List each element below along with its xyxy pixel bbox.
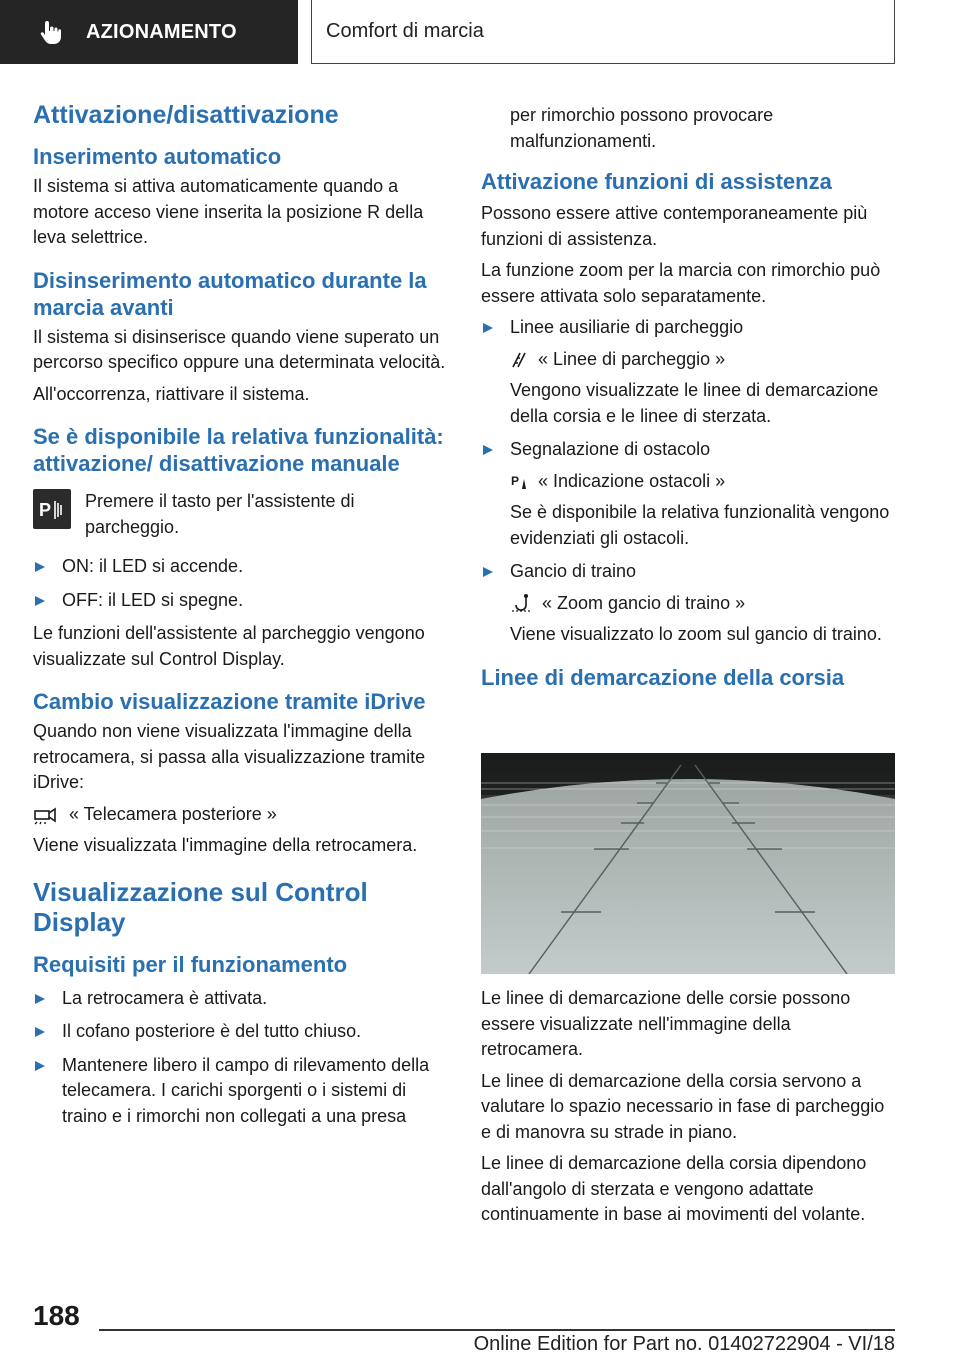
heading-manual: Se è disponibile la relativa funzionalità: attivazione/ disattivazione manuale: [33, 424, 444, 476]
hand-pointer-icon: [38, 19, 64, 45]
requirements-list: [33, 986, 449, 1130]
right-column: [481, 103, 896, 695]
assist-list: [481, 315, 896, 648]
rear-camera-lane-lines-image: [481, 753, 895, 974]
text-functions: Le funzioni dell'assistente al parcheggio vengono visualizzate sul Control Display.: [33, 623, 425, 669]
button-instruction: [33, 489, 449, 540]
footer-divider: [99, 1329, 895, 1331]
list-item: OFF: il LED si spegne.: [33, 588, 449, 614]
list-item: La retrocamera è attivata.: [33, 986, 449, 1012]
heading-auto-off: Disinserimento automatico durante la marcia avanti: [33, 267, 427, 320]
item-label: Segnalazione di ostacolo: [510, 439, 711, 459]
item-label: Gancio di traino: [510, 561, 637, 581]
menu-line: [510, 591, 896, 617]
page-number: 188: [33, 1300, 80, 1331]
list-item: [481, 437, 896, 551]
text-lines-3: Le linee di demarcazione della corsia dipendono dall'angolo di sterzata e vengono adattate continuamente in base ai movimenti del volante.: [481, 1153, 867, 1224]
led-list: [33, 554, 449, 613]
heading-assist: Attivazione funzioni di assistenza: [481, 169, 832, 194]
text-multi: Possono essere attive contemporaneamente più funzioni di assistenza.: [481, 203, 868, 249]
heading-auto-on: Inserimento automatico: [33, 144, 282, 169]
text-zoom: La funzione zoom per la marcia con rimorchio può essere attivata solo separatamente.: [481, 260, 881, 306]
text-auto-off: Il sistema si disinserisce quando viene superato un percorso specifico oppure una determinata velocità.: [33, 326, 446, 372]
heading-display: Visualizzazione sul Control Display: [33, 876, 368, 937]
section-header: [0, 0, 298, 64]
park-assist-button-icon: [33, 489, 71, 529]
list-item: Mantenere libero il campo di rilevamento della telecamera. I carichi sporgenti o i sistemi di traino e i rimorchi non collegati a una presa: [33, 1053, 449, 1130]
chapter-title: Comfort di marcia: [326, 20, 484, 42]
chapter-tab: [311, 0, 895, 64]
item-desc: Se è disponibile la relativa funzionalità vengono evidenziati gli ostacoli.: [510, 502, 890, 548]
menu-text: « Indicazione ostacoli »: [538, 470, 726, 491]
menu-line: [510, 469, 896, 495]
footer-edition: Online Edition for Part no. 01402722904 - VI/18: [473, 1333, 895, 1355]
item-desc: Viene visualizzato lo zoom sul gancio di traino.: [510, 624, 882, 644]
menu-text: « Linee di parcheggio »: [538, 348, 726, 369]
heading-requirements: Requisiti per il funzionamento: [33, 951, 348, 977]
text-shown: Viene visualizzata l'immagine della retrocamera.: [33, 835, 418, 855]
menu-text: « Zoom gancio di traino »: [542, 592, 746, 613]
text-lines-1: Le linee di demarcazione delle corsie possono essere visualizzate nell'immagine della retrocamera.: [481, 988, 851, 1059]
svg-text:P: P: [39, 500, 52, 520]
left-column: [33, 100, 449, 1137]
obstacle-icon: [510, 471, 528, 491]
text-lines-2: Le linee di demarcazione della corsia servono a valutare lo spazio necessario in fase di parcheggio e di manovra su strade in piano.: [481, 1070, 885, 1142]
text-idrive: Quando non viene visualizzata l'immagine della retrocamera, si passa alla visualizzazione tramite iDrive:: [33, 721, 426, 792]
list-item: ON: il LED si accende.: [33, 554, 449, 580]
lane-lines-text: [481, 986, 896, 1234]
svg-text:P: P: [511, 474, 520, 489]
text-reactivate: All'occorrenza, riattivare il sistema.: [33, 383, 310, 404]
idrive-menu-text: « Telecamera posteriore »: [69, 803, 277, 824]
list-item: Il cofano posteriore è del tutto chiuso.: [33, 1019, 449, 1045]
heading-activation: Attivazione/disattivazione: [33, 101, 339, 129]
idrive-menu-line: [33, 802, 449, 828]
section-title: AZIONAMENTO: [86, 20, 237, 43]
rear-camera-icon: [33, 803, 59, 825]
item-label: Linee ausiliarie di parcheggio: [510, 317, 744, 337]
list-item: [481, 559, 896, 648]
item-desc: Vengono visualizzate le linee di demarcazione della corsia e le linee di sterzata.: [510, 380, 879, 426]
text-button: Premere il tasto per l'assistente di parcheggio.: [85, 491, 355, 537]
menu-line: [510, 347, 896, 373]
tow-hook-icon: [510, 593, 532, 613]
parking-lines-icon: [510, 349, 528, 369]
heading-idrive: Cambio visualizzazione tramite iDrive: [33, 689, 426, 714]
list-item: [481, 315, 896, 429]
heading-lane-lines: Linee di demarcazione della corsia: [481, 664, 845, 690]
text-auto-on: Il sistema si attiva automaticamente quando a motore acceso viene inserita la posizione R della leva selettrice.: [33, 176, 424, 247]
text-continuation: per rimorchio possono provocare malfunzionamenti.: [510, 105, 774, 151]
